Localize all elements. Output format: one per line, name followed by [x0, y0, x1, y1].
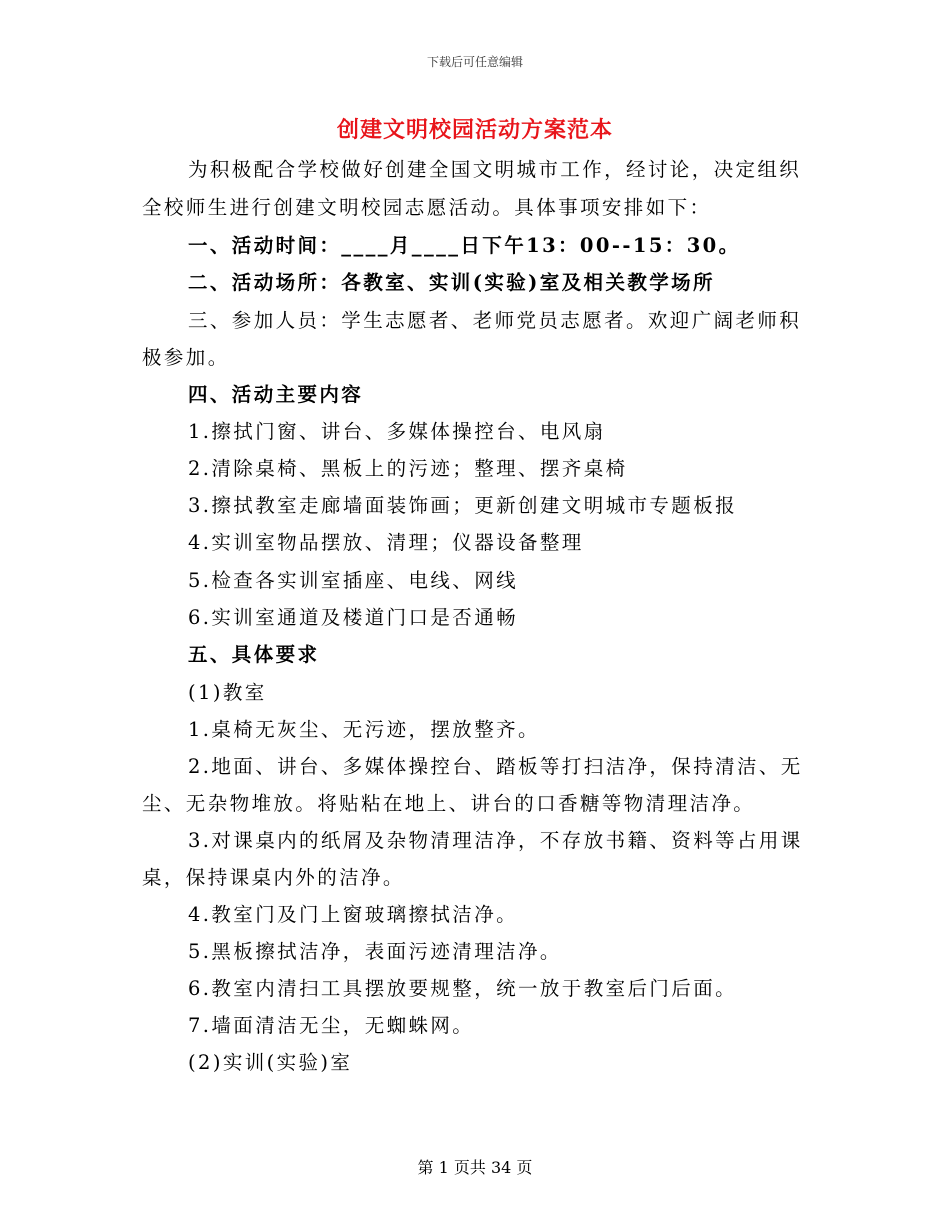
- classroom-item-3-line-2: 桌，保持课桌内外的洁净。: [142, 866, 405, 889]
- section-place: 二、活动场所：各教室、实训(实验)室及相关教学场所: [188, 271, 715, 294]
- page-header: 下载后可任意编辑: [426, 55, 523, 69]
- intro-line-2: 全校师生进行创建文明校园志愿活动。具体事项安排如下：: [142, 196, 712, 219]
- classroom-item-6: 6.教室内清扫工具摆放要规整，统一放于教室后门后面。: [188, 977, 738, 1000]
- section-participants-line-2: 极参加。: [142, 346, 230, 369]
- subsection-lab: (2)实训(实验)室: [188, 1051, 353, 1074]
- subsection-classroom: (1)教室: [188, 681, 267, 704]
- document-title: 创建文明校园活动方案范本: [336, 117, 613, 143]
- classroom-item-7: 7.墙面清洁无尘，无蜘蛛网。: [188, 1014, 475, 1037]
- section-content-heading: 四、活动主要内容: [188, 383, 364, 406]
- content-item-1: 1.擦拭门窗、讲台、多媒体操控台、电风扇: [188, 420, 606, 443]
- page-footer: 第 1 页共 34 页: [417, 1158, 533, 1177]
- classroom-item-5: 5.黑板擦拭洁净，表面污迹清理洁净。: [188, 940, 562, 963]
- content-item-3: 3.擦拭教室走廊墙面装饰画；更新创建文明城市专题板报: [188, 494, 738, 517]
- section-requirements-heading: 五、具体要求: [188, 643, 320, 666]
- classroom-item-2-line-2: 尘、无杂物堆放。将贴粘在地上、讲台的口香糖等物清理洁净。: [142, 792, 756, 815]
- content-item-4: 4.实训室物品摆放、清理；仪器设备整理: [188, 531, 584, 554]
- intro-line-1: 为积极配合学校做好创建全国文明城市工作，经讨论，决定组织: [188, 158, 802, 181]
- classroom-item-4: 4.教室门及门上窗玻璃擦拭洁净。: [188, 903, 519, 926]
- section-time: 一、活动时间：____月____日下午13：00--15：30。: [188, 234, 741, 257]
- content-item-2: 2.清除桌椅、黑板上的污迹；整理、摆齐桌椅: [188, 457, 628, 480]
- classroom-item-1: 1.桌椅无灰尘、无污迹，摆放整齐。: [188, 718, 540, 741]
- section-participants-line-1: 三、参加人员：学生志愿者、老师党员志愿者。欢迎广阔老师积: [188, 309, 802, 332]
- content-item-6: 6.实训室通道及楼道门口是否通畅: [188, 606, 519, 629]
- classroom-item-3-line-1: 3.对课桌内的纸屑及杂物清理洁净，不存放书籍、资料等占用课: [188, 829, 803, 852]
- content-item-5: 5.检查各实训室插座、电线、网线: [188, 569, 519, 592]
- classroom-item-2-line-1: 2.地面、讲台、多媒体操控台、踏板等打扫洁净，保持清洁、无: [188, 755, 803, 778]
